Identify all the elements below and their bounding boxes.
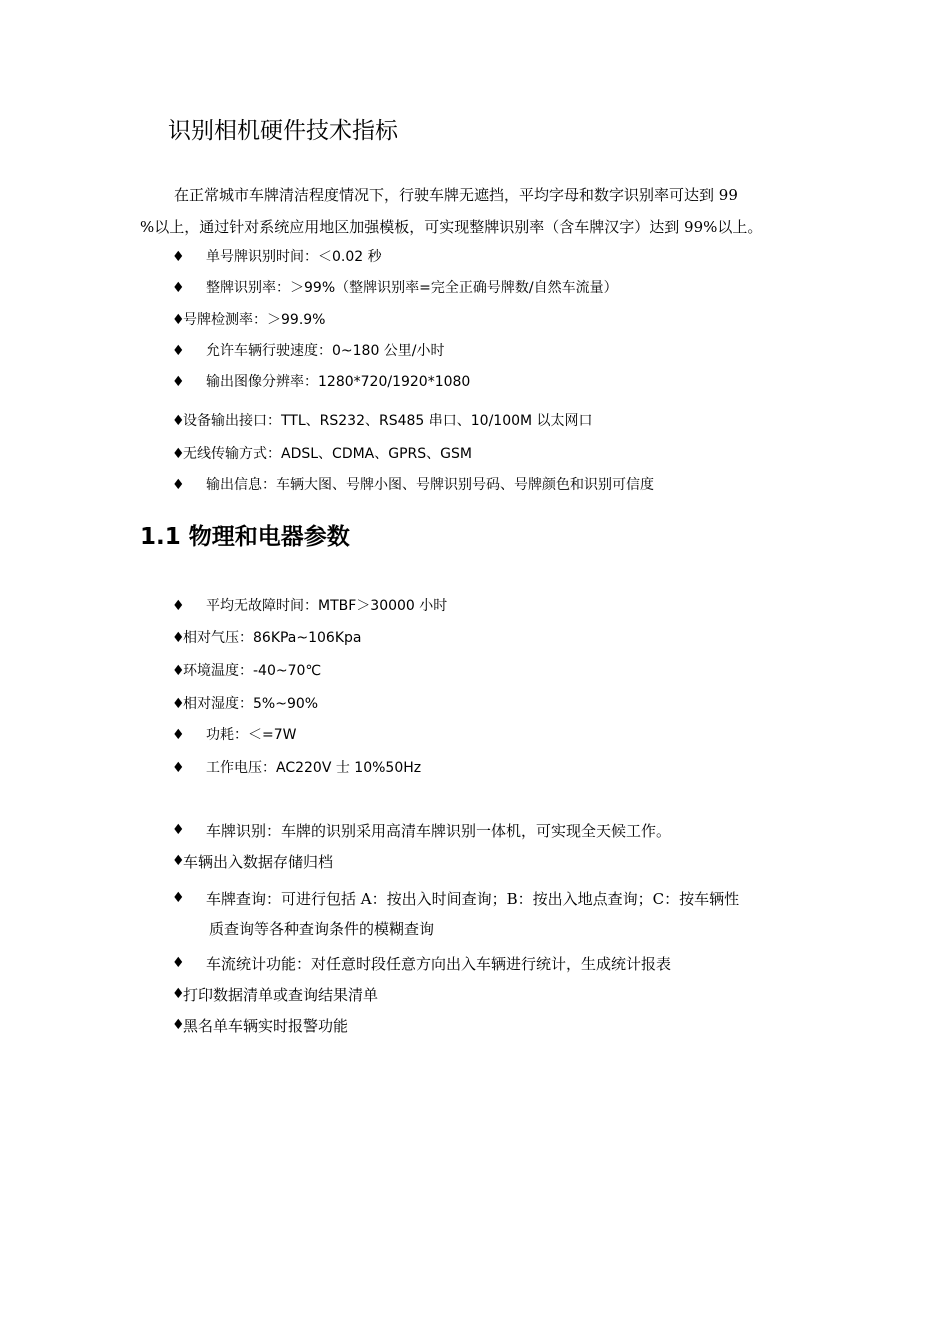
bullet-icon: ♦ <box>172 853 185 869</box>
feature-item-plate-recognition: 车牌识别：车牌的识别采用高清车牌识别一体机，可实现全天候工作。 <box>206 822 672 840</box>
bullet-icon: ♦ <box>172 1017 185 1033</box>
bullet-icon: ♦ <box>172 477 185 493</box>
intro-paragraph-line-2: %以上，通过针对系统应用地区加强模板，可实现整牌识别率（含车牌汉字）达到 99%以上。 <box>140 218 763 236</box>
bullet-icon: ♦ <box>172 727 185 743</box>
feature-item-data-archive: 车辆出入数据存储归档 <box>183 853 334 871</box>
bullet-icon: ♦ <box>172 249 185 265</box>
param-item-voltage: 工作电压：AC220V 士 10%50Hz <box>206 760 422 776</box>
feature-item-plate-query-continued: 质查询等各种查询条件的模糊查询 <box>209 920 435 938</box>
bullet-icon: ♦ <box>172 696 185 712</box>
bullet-icon: ♦ <box>172 760 185 776</box>
bullet-icon: ♦ <box>172 312 185 328</box>
intro-paragraph-line-1: 在正常城市车牌清洁程度情况下，行驶车牌无遮挡，平均字母和数字识别率可达到 99 <box>174 186 738 204</box>
param-item-mtbf: 平均无故障时间：MTBF＞30000 小时 <box>206 598 448 614</box>
spec-item-plate-recognition-rate: 整牌识别率：＞99%（整牌识别率=完全正确号牌数/自然车流量） <box>206 280 618 296</box>
bullet-icon: ♦ <box>172 374 185 390</box>
bullet-icon: ♦ <box>172 663 185 679</box>
bullet-icon: ♦ <box>172 890 185 906</box>
bullet-icon: ♦ <box>172 413 185 429</box>
spec-item-detection-rate: 号牌检测率：＞99.9% <box>183 312 326 328</box>
bullet-icon: ♦ <box>172 343 185 359</box>
param-item-power-consumption: 功耗：＜=7W <box>206 727 297 743</box>
feature-item-blacklist-alarm: 黑名单车辆实时报警功能 <box>183 1017 349 1035</box>
bullet-icon: ♦ <box>172 955 185 971</box>
page-title: 识别相机硬件技术指标 <box>168 118 398 144</box>
spec-item-image-resolution: 输出图像分辨率：1280*720/1920*1080 <box>206 374 471 390</box>
param-item-humidity: 相对湿度：5%~90% <box>183 696 319 712</box>
bullet-icon: ♦ <box>172 446 185 462</box>
bullet-icon: ♦ <box>172 630 185 646</box>
feature-item-traffic-statistics: 车流统计功能：对任意时段任意方向出入车辆进行统计，生成统计报表 <box>206 955 672 973</box>
spec-item-output-info: 输出信息：车辆大图、号牌小图、号牌识别号码、号牌颜色和识别可信度 <box>206 477 654 493</box>
section-heading: 1.1 物理和电器参数 <box>140 524 350 550</box>
bullet-icon: ♦ <box>172 822 185 838</box>
feature-item-plate-query: 车牌查询：可进行包括 A：按出入时间查询；B：按出入地点查询；C：按车辆性 <box>206 890 740 908</box>
spec-item-recognition-time: 单号牌识别时间：＜0.02 秒 <box>206 249 382 265</box>
bullet-icon: ♦ <box>172 986 185 1002</box>
param-item-air-pressure: 相对气压：86KPa~106Kpa <box>183 630 362 646</box>
spec-item-output-interfaces: 设备输出接口：TTL、RS232、RS485 串口、10/100M 以太网口 <box>183 413 593 429</box>
param-item-temperature: 环境温度：-40~70℃ <box>183 663 322 679</box>
spec-item-vehicle-speed: 允许车辆行驶速度：0~180 公里/小时 <box>206 343 445 359</box>
bullet-icon: ♦ <box>172 598 185 614</box>
spec-item-wireless-transmission: 无线传输方式：ADSL、CDMA、GPRS、GSM <box>183 446 472 462</box>
feature-item-print-list: 打印数据清单或查询结果清单 <box>183 986 379 1004</box>
bullet-icon: ♦ <box>172 280 185 296</box>
